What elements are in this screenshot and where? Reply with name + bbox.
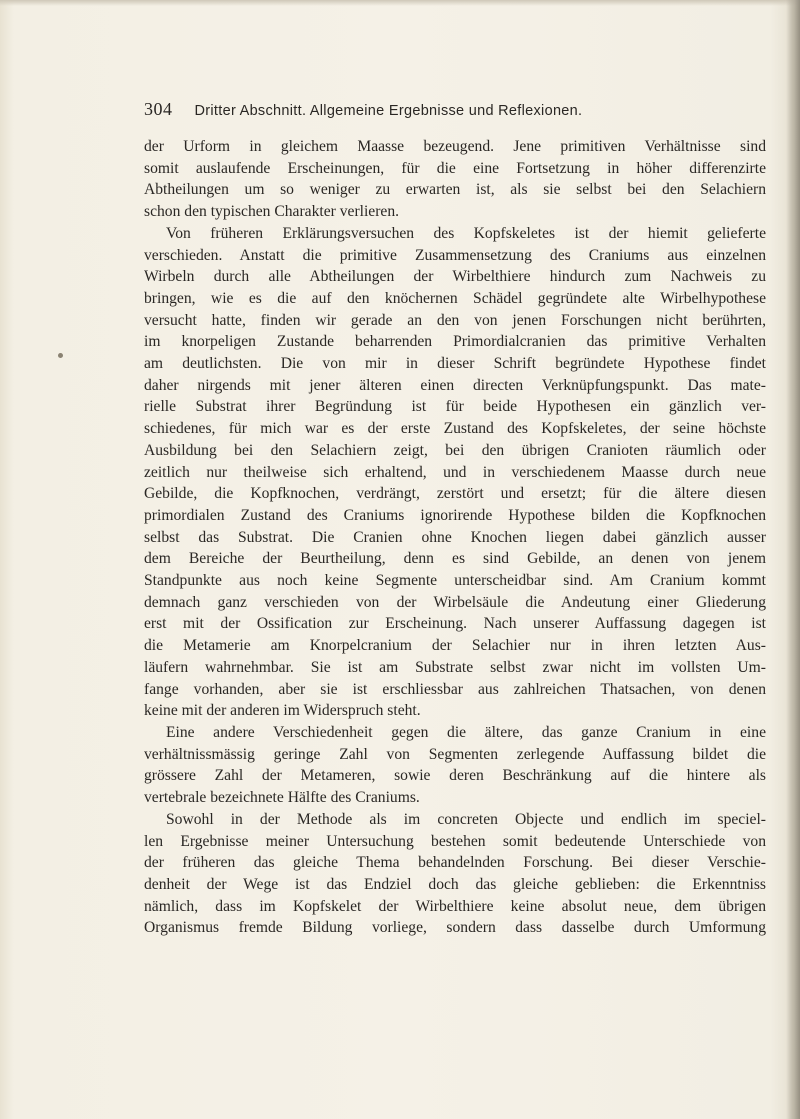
text-line: dem Bereiche der Beurtheilung, denn es sind Gebilde, an denen von jenem (144, 550, 766, 568)
text-line: läufern wahrnehmbar. Sie ist am Substrate selbst zwar nicht im vollsten Um- (144, 658, 766, 676)
page-top-edge (0, 0, 800, 6)
text-line: Gebilde, die Kopfknochen, verdrängt, zerstört und ersetzt; für die ältere diesen (144, 485, 766, 503)
text-line: zeitlich nur theilweise sich erhaltend, und in verschiedenem Maasse durch neue (144, 463, 766, 481)
text-line: Ausbildung bei den Selachiern zeigt, bei den übrigen Cranioten räumlich oder (144, 441, 766, 459)
text-line: fange vorhanden, aber sie ist erschliessbar aus zahlreichen Thatsachen, von denen (144, 680, 766, 698)
running-title: Dritter Abschnitt. Allgemeine Ergebnisse und Reflexionen. (194, 103, 583, 119)
text-line: Eine andere Verschiedenheit gegen die ältere, das ganze Cranium in eine (166, 723, 766, 741)
page-number: 304 (144, 99, 173, 119)
text-line: Organismus fremde Bildung vorliege, sondern dass dasselbe durch Umformung (144, 919, 766, 937)
text-line: der früheren das gleiche Thema behandelnden Forschung. Bei dieser Verschie- (144, 854, 766, 872)
text-line: verschieden. Anstatt die primitive Zusammensetzung des Craniums aus einzelnen (144, 246, 766, 264)
page-edge-shadow (786, 0, 800, 1119)
text-line: verhältnissmässig geringe Zahl von Segmenten zerlegende Auffassung bildet die (144, 745, 766, 763)
text-line: Standpunkte aus noch keine Segmente unterscheidbar sind. Am Cranium kommt (144, 572, 766, 590)
text-line: Wirbeln durch alle Abtheilungen der Wirbelthiere hindurch zum Nachweis zu (144, 268, 766, 286)
text-line: Abtheilungen um so weniger zu erwarten ist, als sie selbst bei den Selachiern (144, 181, 766, 199)
text-line: nämlich, dass im Kopfskelet der Wirbelthiere keine absolut neue, dem übrigen (144, 897, 766, 915)
running-header (144, 98, 664, 120)
text-line: die Metamerie am Knorpelcranium der Selachier nur in ihren letzten Aus- (144, 637, 766, 655)
text-line: len Ergebnisse meiner Untersuchung bestehen somit bedeutende Unterschiede von (144, 832, 766, 850)
text-line: bringen, wie es die auf den knöchernen Schädel gegründete alte Wirbelhypothese (144, 289, 766, 307)
text-line: schiedenes, für mich war es der erste Zustand des Kopfskeletes, der seine höchste (144, 420, 766, 438)
text-line: denheit der Wege ist das Endziel doch das gleiche geblieben: die Erkenntniss (144, 875, 766, 893)
margin-mark (58, 353, 63, 358)
text-line: der Urform in gleichem Maasse bezeugend. Jene primitiven Verhältnisse sind (144, 138, 766, 155)
body-text (144, 136, 766, 939)
text-line: Sowohl in der Methode als im concreten Objecte und endlich im speciel- (166, 810, 766, 828)
text-line: selbst das Substrat. Die Cranien ohne Knochen liegen dabei gänzlich ausser (144, 528, 766, 546)
paragraph (144, 722, 766, 809)
text-line: rielle Substrat ihrer Begründung ist für beide Hypothesen ein gänzlich ver- (144, 398, 766, 416)
text-line: im knorpeligen Zustande beharrenden Primordialcranien das primitive Verhalten (144, 333, 766, 351)
text-line: vertebrale bezeichnete Hälfte des Craniums. (144, 789, 420, 807)
paragraph (144, 809, 766, 939)
text-line: primordialen Zustand des Craniums ignorirende Hypothese bilden die Kopfknochen (144, 506, 766, 524)
text-line: keine mit der anderen im Widerspruch steht. (144, 702, 421, 720)
text-line: versucht hatte, finden wir gerade an den von jenen Forschungen nicht berührten, (144, 311, 766, 329)
text-line: daher nirgends mit jener älteren einen directen Verknüpfungspunkt. Das mate- (144, 376, 766, 394)
text-line: demnach ganz verschieden von der Wirbelsäule die Andeutung einer Gliederung (144, 593, 766, 611)
text-line: Von früheren Erklärungsversuchen des Kopfskeletes ist der hiemit gelieferte (166, 224, 766, 242)
text-line: grössere Zahl der Metameren, sowie deren Beschränkung auf die hintere als (144, 767, 766, 785)
paragraph (144, 223, 766, 722)
paragraph (144, 136, 766, 223)
text-line: somit auslaufende Erscheinungen, für die eine Fortsetzung in höher differenzirte (144, 159, 766, 177)
text-line: erst mit der Ossification zur Erscheinung. Nach unserer Auffassung dagegen ist (144, 615, 766, 633)
text-line: schon den typischen Charakter verlieren. (144, 203, 400, 221)
text-line: am deutlichsten. Die von mir in dieser Schrift begründete Hypothese findet (144, 355, 766, 373)
